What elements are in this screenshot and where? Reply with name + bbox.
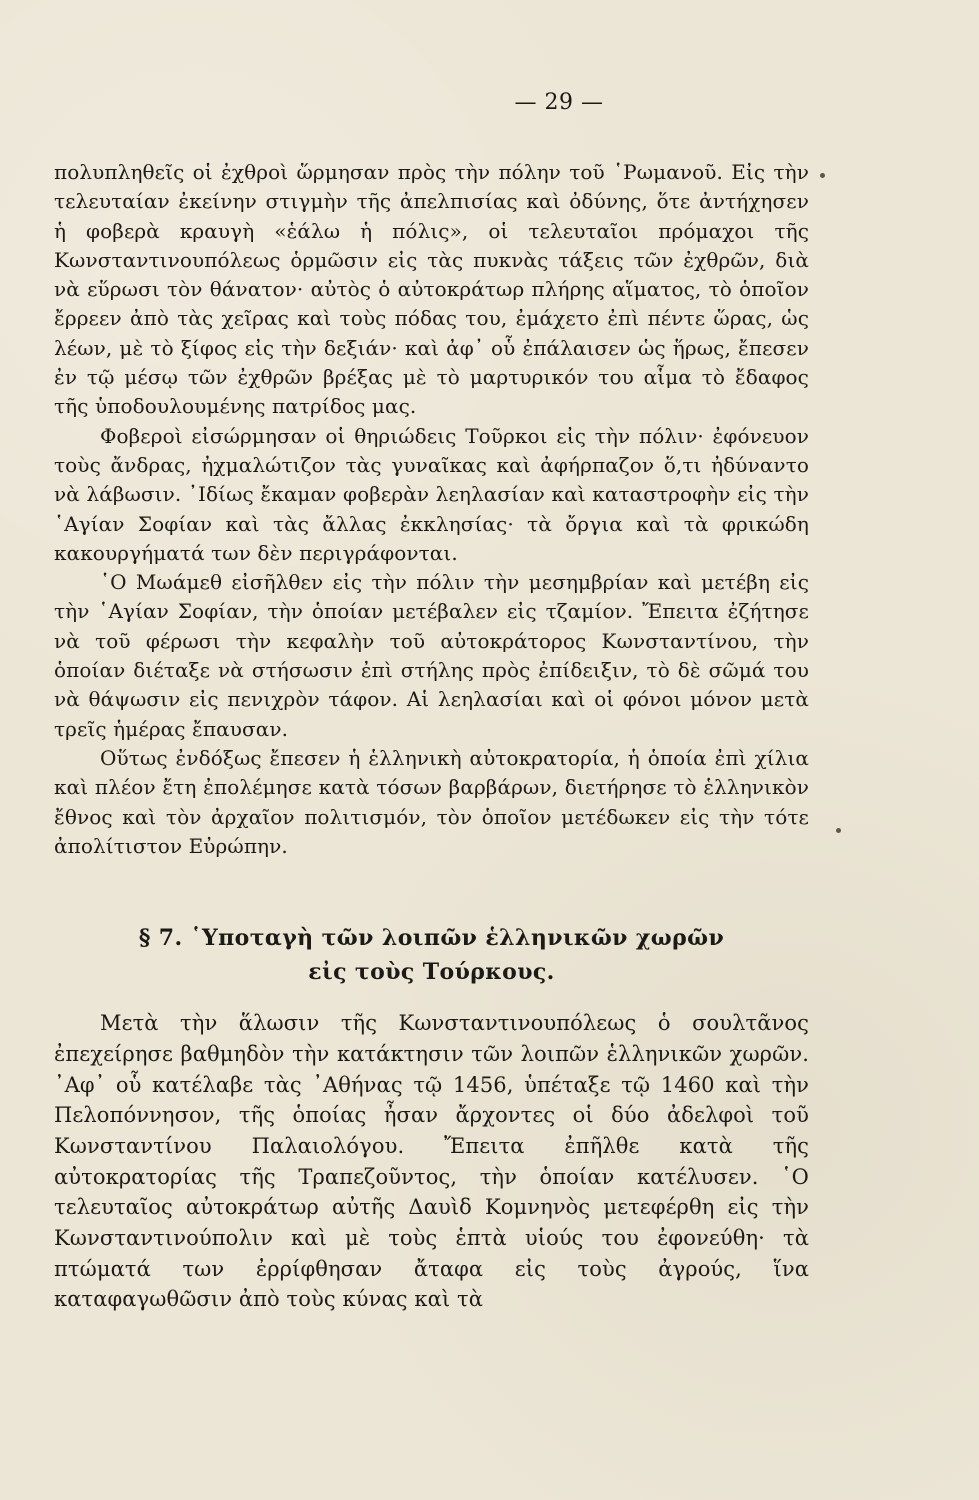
margin-dot-mark [820, 173, 825, 178]
paragraph-subjugation: Μετὰ τὴν ἅλωσιν τῆς Κωνσταντινουπόλεως ὁ σουλτᾶνος ἐπεχείρησε βαθμηδὸν τὴν κατάκτησιν τῶν λοιπῶν ἑλληνικῶν χωρῶν. ᾿Αφ᾿ οὗ κατέλαβε τὰς ᾿Αθήνας τῷ 1456, ὑπέταξε τῷ 1460 καὶ τὴν Πελοπόννησον, τῆς ὁποίας ἦσαν ἄρχοντες οἱ δύο ἀδελφοὶ τοῦ Κωνσταντίνου Παλαιολόγου. Ἔπειτα ἐπῆλθε κατὰ τῆς αὐτοκρατορίας τῆς Τραπεζοῦντος, τὴν ὁποίαν κατέλυσεν. ῾Ο τελευταῖος αὐτοκράτωρ αὐτῆς Δαυὶδ Κομνηνὸς μετεφέρθη εἰς τὴν Κωνσταντινούπολιν καὶ μὲ τοὺς ἑπτὰ υἱούς του ἐφονεύθη· τὰ πτώματά των ἐρρίφθησαν ἄταφα εἰς τοὺς ἀγρούς, ἵνα καταφαγωθῶσιν ἀπὸ τοὺς κύνας καὶ τὰ [54, 1011, 809, 1312]
section-heading-line-1: § 7. ῾Υποταγὴ τῶν λοιπῶν ἑλληνικῶν χωρῶν [138, 925, 725, 952]
page-number: — 29 — [514, 90, 604, 115]
paragraph-turkish-invasion: Φοβεροὶ εἰσώρμησαν οἱ θηριώδεις Τοῦρκοι εἰς τὴν πόλιν· ἐφόνευον τοὺς ἄνδρας, ἠχμαλώτιζον τὰς γυναῖκας καὶ ἀφήρπαζον ὅ,τι ἠδύναντο νὰ λάβωσιν. ᾿Ιδίως ἔκαμαν φοβερὰν λεηλασίαν καὶ καταστροφὴν εἰς τὴν ῾Αγίαν Σοφίαν καὶ τὰς ἄλλας ἐκκλησίας· τὰ ὄργια καὶ τὰ φρικώδη κακουργήματά των δὲν περιγράφονται. [54, 423, 809, 565]
section-heading [54, 920, 809, 990]
paragraph-empire-fall: Οὕτως ἐνδόξως ἔπεσεν ἡ ἑλληνικὴ αὐτοκρατορία, ἡ ὁποία ἐπὶ χίλια καὶ πλέον ἔτη ἐπολέμησε κατὰ τόσων βαρβάρων, διετήρησε τὸ ἑλληνικὸν ἔθνος καὶ τὸν ἀρχαῖον πολιτισμόν, τὸν ὁποῖον μετέδωκεν εἰς τὴν τότε ἀπολίτιστον Εὐρώπην. [54, 745, 809, 858]
paragraph-mehmed-entry: ῾Ο Μωάμεθ εἰσῆλθεν εἰς τὴν πόλιν τὴν μεσημβρίαν καὶ μετέβη εἰς τὴν ῾Αγίαν Σοφίαν, τὴν ὁποίαν μετέβαλεν εἰς τζαμίον. Ἔπειτα ἐζήτησε νὰ τοῦ φέρωσι τὴν κεφαλὴν τοῦ αὐτοκράτορος Κωνσταντίνου, τὴν ὁποίαν διέταξε νὰ στήσωσιν ἐπὶ στήλης πρὸς ἐπίδειξιν, τὸ δὲ σῶμά του νὰ θάψωσιν εἰς πενιχρὸν τάφον. Αἱ λεηλασίαι καὶ οἱ φόνοι μόνον μετὰ τρεῖς ἡμέρας ἔπαυσαν. [54, 570, 809, 741]
continuation-paragraph: πολυπληθεῖς οἱ ἐχθροὶ ὥρμησαν πρὸς τὴν πόλην τοῦ ῾Ρωμανοῦ. Εἰς τὴν τελευταίαν ἐκείνην στιγμὴν τῆς ἀπελπισίας καὶ ὀδύνης, ὅτε ἀντήχησεν ἡ φοβερὰ κραυγὴ «ἑάλω ἡ πόλις», οἱ τελευταῖοι πρόμαχοι τῆς Κωνσταντινουπόλεως ὁρμῶσιν εἰς τὰς πυκνὰς τάξεις τῶν ἐχθρῶν, διὰ νὰ εὕρωσι τὸν θάνατον· αὐτὸς ὁ αὐτοκράτωρ πλήρης αἵματος, τὸ ὁποῖον ἔρρεεν ἀπὸ τὰς χεῖρας καὶ τοὺς πόδας του, ἐμάχετο ἐπὶ πέντε ὥρας, ὡς λέων, μὲ τὸ ξίφος εἰς τὴν δεξιάν· καὶ ἀφ᾿ οὗ ἐπάλαισεν ὡς ἥρως, ἔπεσεν ἐν τῷ μέσῳ τῶν ἐχθρῶν βρέξας μὲ τὸ μαρτυρικόν του αἷμα τὸ ἔδαφος τῆς ὑποδουλουμένης πατρίδος μας. [54, 160, 809, 419]
section-heading-line-2: εἰς τοὺς Τούρκους. [308, 959, 555, 986]
margin-dot-mark [836, 828, 841, 833]
